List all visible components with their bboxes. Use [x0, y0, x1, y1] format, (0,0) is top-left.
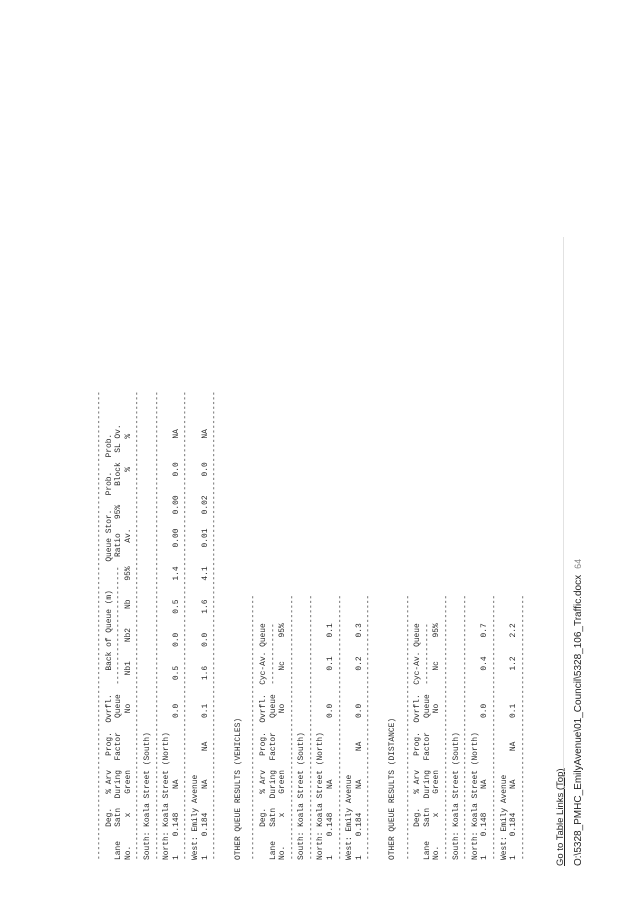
table-header-line: Lane Satn During Factor Queue ------------------------- Ratio 95% Block SL Ov. — [114, 424, 124, 860]
table-rule: -------------------------------------------------------- — [489, 594, 499, 860]
distance-queue-table — [404, 0, 529, 860]
table-rule: --------------------------------------------------------------------------------------------------- — [152, 391, 162, 860]
table-header-line: Deg. % Arv Prog. Ovrfl. Cyc-Av. Queue — [413, 623, 423, 860]
section-heading-distance: OTHER QUEUE RESULTS (DISTANCE) — [388, 717, 398, 860]
vehicles-queue-table — [249, 0, 374, 860]
table-rule: -------------------------------------------------------- — [335, 594, 345, 860]
table-header-line: Lane Satn During Factor Queue ------------- — [268, 623, 278, 860]
table-rule: --------------------------------------------------------------------------------------------------- — [133, 391, 143, 860]
document-path-text: O:\5328_PMHC_EmilyAvenue\01_Council\5328_106_Traffic.docx — [573, 574, 584, 866]
table-row: 1 0.184 NA NA 0.1 1.2 2.2 — [509, 623, 519, 860]
approach-label: South: Koala Street (South) — [142, 732, 152, 860]
table-rule: --------------------------------------------------------------------------------------------------- — [95, 391, 104, 860]
table-row: 1 0.184 NA NA 0.1 1.6 0.0 1.6 4.1 0.01 0.02 0.0 NA — [200, 429, 210, 860]
table-rule: -------------------------------------------------------- — [364, 594, 374, 860]
table-header-line: Lane Satn During Factor Queue ------------- — [422, 623, 432, 860]
table-rule: -------------------------------------------------------- — [518, 594, 528, 860]
table-rule: -------------------------------------------------------- — [306, 594, 316, 860]
table-rule: --------------------------------------------------------------------------------------------------- — [181, 391, 191, 860]
table-rule: -------------------------------------------------------- — [403, 594, 413, 860]
table-rule: -------------------------------------------------------- — [442, 594, 451, 860]
queue-results-report — [95, 0, 595, 860]
page-footer — [554, 558, 614, 866]
approach-label: South: Koala Street (South) — [451, 732, 461, 860]
section-heading-vehicles: OTHER QUEUE RESULTS (VEHICLES) — [233, 717, 243, 860]
back-of-queue-table — [95, 0, 220, 860]
table-row: 1 0.148 NA 0.0 0.5 0.0 0.5 1.4 0.00 0.00 0.0 NA — [171, 429, 181, 860]
approach-label: South: Koala Street (South) — [297, 732, 307, 860]
table-rule: -------------------------------------------------------- — [249, 594, 259, 860]
table-rule: -------------------------------------------------------- — [461, 594, 471, 860]
table-row: 1 0.148 NA 0.0 0.1 0.1 — [326, 623, 336, 860]
table-header-line: No. x Green No Nc 95% — [278, 623, 288, 860]
approach-label: North: Koala Street (North) — [316, 732, 326, 860]
approach-label: West: Emily Avenue — [499, 774, 509, 860]
table-row: 1 0.184 NA NA 0.0 0.2 0.3 — [354, 623, 364, 860]
table-row: 1 0.148 NA 0.0 0.4 0.7 — [480, 623, 490, 860]
approach-label: North: Koala Street (North) — [470, 732, 480, 860]
approach-label: West: Emily Avenue — [345, 774, 355, 860]
approach-label: North: Koala Street (North) — [162, 732, 172, 860]
table-header-line: Deg. % Arv Prog. Ovrfl. Cyc-Av. Queue — [258, 623, 268, 860]
table-rule: -------------------------------------------------------- — [287, 594, 297, 860]
document-path — [572, 558, 585, 866]
table-rule: --------------------------------------------------------------------------------------------------- — [210, 391, 220, 860]
table-header-line: No. x Green No Nc 95% — [432, 623, 442, 860]
approach-label: West: Emily Avenue — [190, 774, 200, 860]
page-number: 64 — [573, 558, 583, 569]
go-to-table-links-link[interactable]: Go to Table Links (Top) — [555, 768, 566, 866]
table-header-line: No. x Green No Nb1 Nb2 Nb 95% Av. % % — [123, 433, 133, 860]
table-header-line: Deg. % Arv Prog. Ovrfl. Back of Queue (m) Queue Stor. Prob. Prob. — [104, 433, 114, 860]
